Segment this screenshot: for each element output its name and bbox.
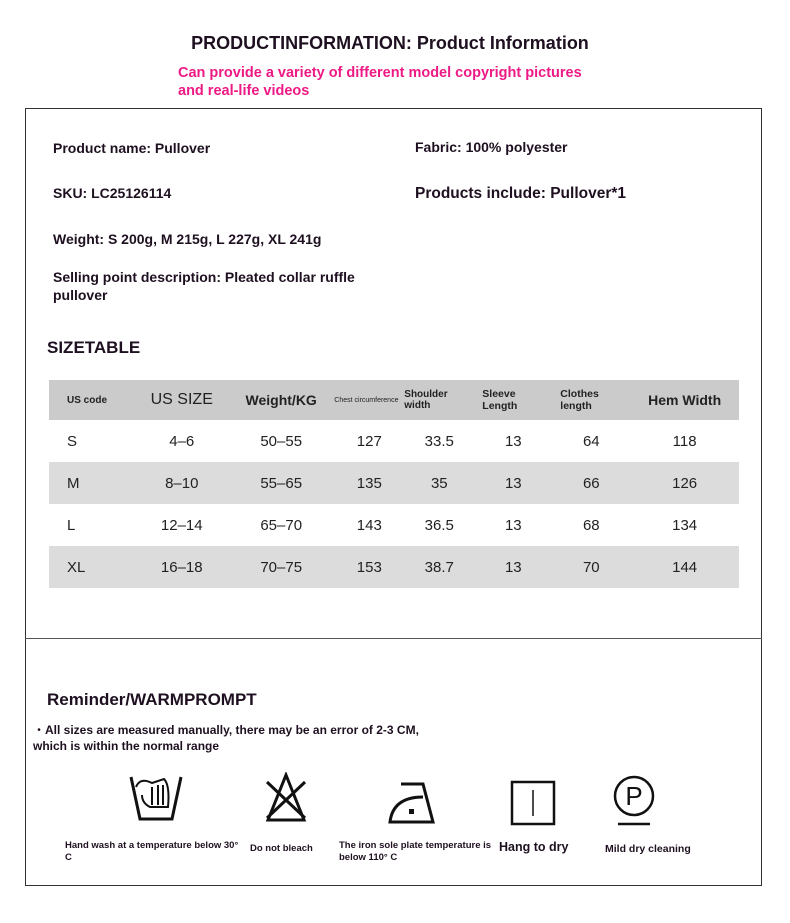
table-row xyxy=(49,462,739,504)
selling-point: Selling point description: Pleated collar ruffle pullover xyxy=(53,269,355,303)
table-header-row xyxy=(49,380,739,420)
care-label: The iron sole plate temperature is below 110° C xyxy=(339,840,492,863)
header-cell: US code xyxy=(49,380,135,420)
cell: 13 xyxy=(474,546,552,588)
reminder-text: ・All sizes are measured manually, there may be an error of 2-3 CM, which is within the normal range xyxy=(33,723,419,753)
cell: 118 xyxy=(672,432,697,450)
header-cell: Sleeve Length xyxy=(474,380,552,420)
care-label: Hand wash at a temperature below 30° C xyxy=(65,840,239,863)
cell: 16–18 xyxy=(135,546,228,588)
hand-wash-icon xyxy=(128,773,184,825)
header-cell: US SIZE xyxy=(135,380,228,420)
page-title: PRODUCTINFORMATION: Product Information xyxy=(191,33,589,53)
care-label: Do not bleach xyxy=(250,843,313,854)
table-row xyxy=(49,546,739,588)
cell: 70 xyxy=(552,546,630,588)
cell: XL xyxy=(49,546,135,588)
cell: 126 xyxy=(630,462,739,504)
reminder-title: Reminder/WARMPROMPT xyxy=(47,690,257,709)
header-cell: Weight/KG xyxy=(228,380,334,420)
cell: 134 xyxy=(672,516,698,534)
no-bleach-icon xyxy=(265,772,307,824)
cell: 65–70 xyxy=(260,516,303,534)
hang-dry-icon xyxy=(510,780,556,826)
size-table xyxy=(49,380,739,588)
care-label: Hang to dry xyxy=(499,840,569,854)
table-row xyxy=(49,504,739,546)
cell: 50–55 xyxy=(260,432,303,450)
iron-low-icon xyxy=(387,781,439,825)
cell: 36.5 xyxy=(424,516,454,534)
cell: 127 xyxy=(356,432,382,450)
cell: L xyxy=(67,516,76,534)
products-include: Products include: Pullover*1 xyxy=(415,185,627,202)
cell: M xyxy=(49,462,135,504)
cell: 153 xyxy=(334,546,404,588)
weight: Weight: S 200g, M 215g, L 227g, XL 241g xyxy=(53,231,322,247)
cell: 135 xyxy=(334,462,404,504)
cell: 4–6 xyxy=(169,432,195,450)
cell: 55–65 xyxy=(228,462,334,504)
cell: 64 xyxy=(582,432,600,450)
cell: 35 xyxy=(404,462,474,504)
cell: 13 xyxy=(474,462,552,504)
care-label: Mild dry cleaning xyxy=(605,843,691,855)
cell: 8–10 xyxy=(135,462,228,504)
cell: 33.5 xyxy=(424,432,454,450)
table-row xyxy=(49,420,739,462)
product-name: Product name: Pullover xyxy=(53,140,211,156)
divider xyxy=(25,638,762,639)
cell: 13 xyxy=(504,516,522,534)
cell: 70–75 xyxy=(228,546,334,588)
sku: SKU: LC25126114 xyxy=(53,185,172,201)
cell: S xyxy=(67,432,78,450)
svg-text:P: P xyxy=(625,781,643,811)
cell: 143 xyxy=(356,516,382,534)
cell: 13 xyxy=(504,432,522,450)
dry-clean-icon xyxy=(612,774,660,828)
cell: 38.7 xyxy=(404,546,474,588)
fabric: Fabric: 100% polyester xyxy=(415,139,568,155)
header-cell: Clothes length xyxy=(552,380,630,420)
cell: 66 xyxy=(552,462,630,504)
cell: 144 xyxy=(630,546,739,588)
copyright-note: Can provide a variety of different model copyright pictures and real-life videos xyxy=(178,65,582,99)
header-cell: Hem Width xyxy=(630,380,739,420)
header-cell: Shoulder width xyxy=(404,380,474,420)
cell: 68 xyxy=(582,516,600,534)
size-table-title: SIZETABLE xyxy=(47,338,141,357)
cell: 12–14 xyxy=(160,516,203,534)
header-cell: Chest circumference xyxy=(334,380,404,420)
